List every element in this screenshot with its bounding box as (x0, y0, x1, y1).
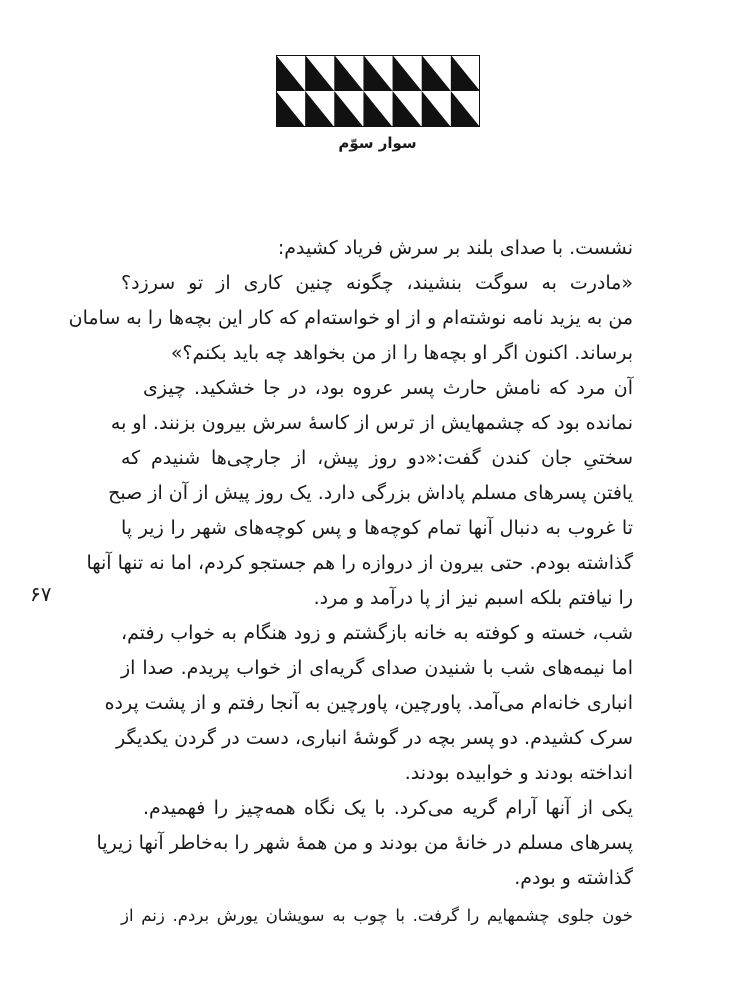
text-line: انداخته بودند و خوابیده بودند. (404, 762, 633, 784)
ornament-triangle (393, 91, 422, 127)
ornament-triangle (451, 91, 480, 127)
ornament-triangle (422, 91, 451, 127)
page-number: ۶۷ (30, 582, 52, 606)
ornament-triangle (334, 55, 363, 91)
text-line: گذاشته و بودم. (514, 867, 633, 889)
text-line: پسرهای مسلم در خانهٔ من بودند و من همهٔ شهر را به‌خاطر آنها زیرپا (96, 832, 633, 854)
ornament-triangle (393, 55, 422, 91)
text-line: را نیافتم بلکه اسبم نیز از پا درآمد و مرد. (313, 587, 633, 609)
text-line: نشست. با صدای بلند بر سرش فریاد کشیدم: (277, 237, 633, 259)
text-line: نمانده بود که چشمهایش از ترس از کاسهٔ سرش بیرون بزنند. او به (110, 412, 633, 434)
chapter-title: سوار سوّم (338, 134, 417, 152)
ornament-triangle (363, 91, 392, 127)
ornament-triangle (276, 55, 305, 91)
triangle-ornament (276, 55, 480, 127)
text-line: آن مرد که نامش حارث پسر عروه بود، در جا خشکید. چیزی (143, 377, 633, 399)
text-line: من به یزید نامه نوشته‌ام و از او خواسته‌ام که کار این بچه‌ها را به سامان (68, 307, 633, 329)
text-line: گذاشته بودم. حتی بیرون از دروازه را هم جستجو کردم، اما نه تنها آنها (86, 552, 633, 574)
ornament-triangle (422, 55, 451, 91)
text-line: سرک کشیدم. دو پسر بچه در گوشهٔ انباری، دست در گردن یکدیگر (116, 727, 633, 749)
ornament-triangle (363, 55, 392, 91)
text-line: شب، خسته و کوفته به خانه بازگشتم و زود هنگام به خواب رفتم، (121, 622, 633, 644)
ornament-triangle (305, 91, 334, 127)
ornament-triangle (334, 91, 363, 127)
text-line: تا غروب به دنبال آنها تمام کوچه‌ها و پس کوچه‌های شهر را زیر پا (121, 517, 633, 539)
ornament-triangle (305, 55, 334, 91)
text-line: یافتن پسرهای مسلم پاداش بزرگی دارد. یک روز پیش از آن از صبح (108, 482, 633, 504)
ornament-triangle (451, 55, 480, 91)
text-line: خون جلوی چشمهایم را گرفت. با چوب به سویشان یورش بردم. زنم از (121, 906, 633, 925)
text-line: سختیِ جان کندن گفت:«دو روز پیش، از جارچی‌ها شنیدم که (121, 447, 633, 469)
text-line: انباری خانه‌ام می‌آمد. پاورچین، پاورچین به آنجا رفتم و از پشت پرده (104, 692, 633, 714)
text-line: یکی از آنها آرام گریه می‌کرد. با یک نگاه همه‌چیز را فهمیدم. (143, 797, 633, 819)
text-line: «مادرت به سوگت بنشیند، چگونه چنین کاری از تو سرزد؟ (121, 272, 633, 294)
ornament-triangle (276, 91, 305, 127)
text-line: برساند. اکنون اگر او بچه‌ها را از من بخواهد چه باید بکنم؟» (170, 342, 633, 364)
text-line: اما نیمه‌های شب با شنیدن صدای گریه‌ای از خواب پریدم. صدا از (121, 657, 633, 679)
